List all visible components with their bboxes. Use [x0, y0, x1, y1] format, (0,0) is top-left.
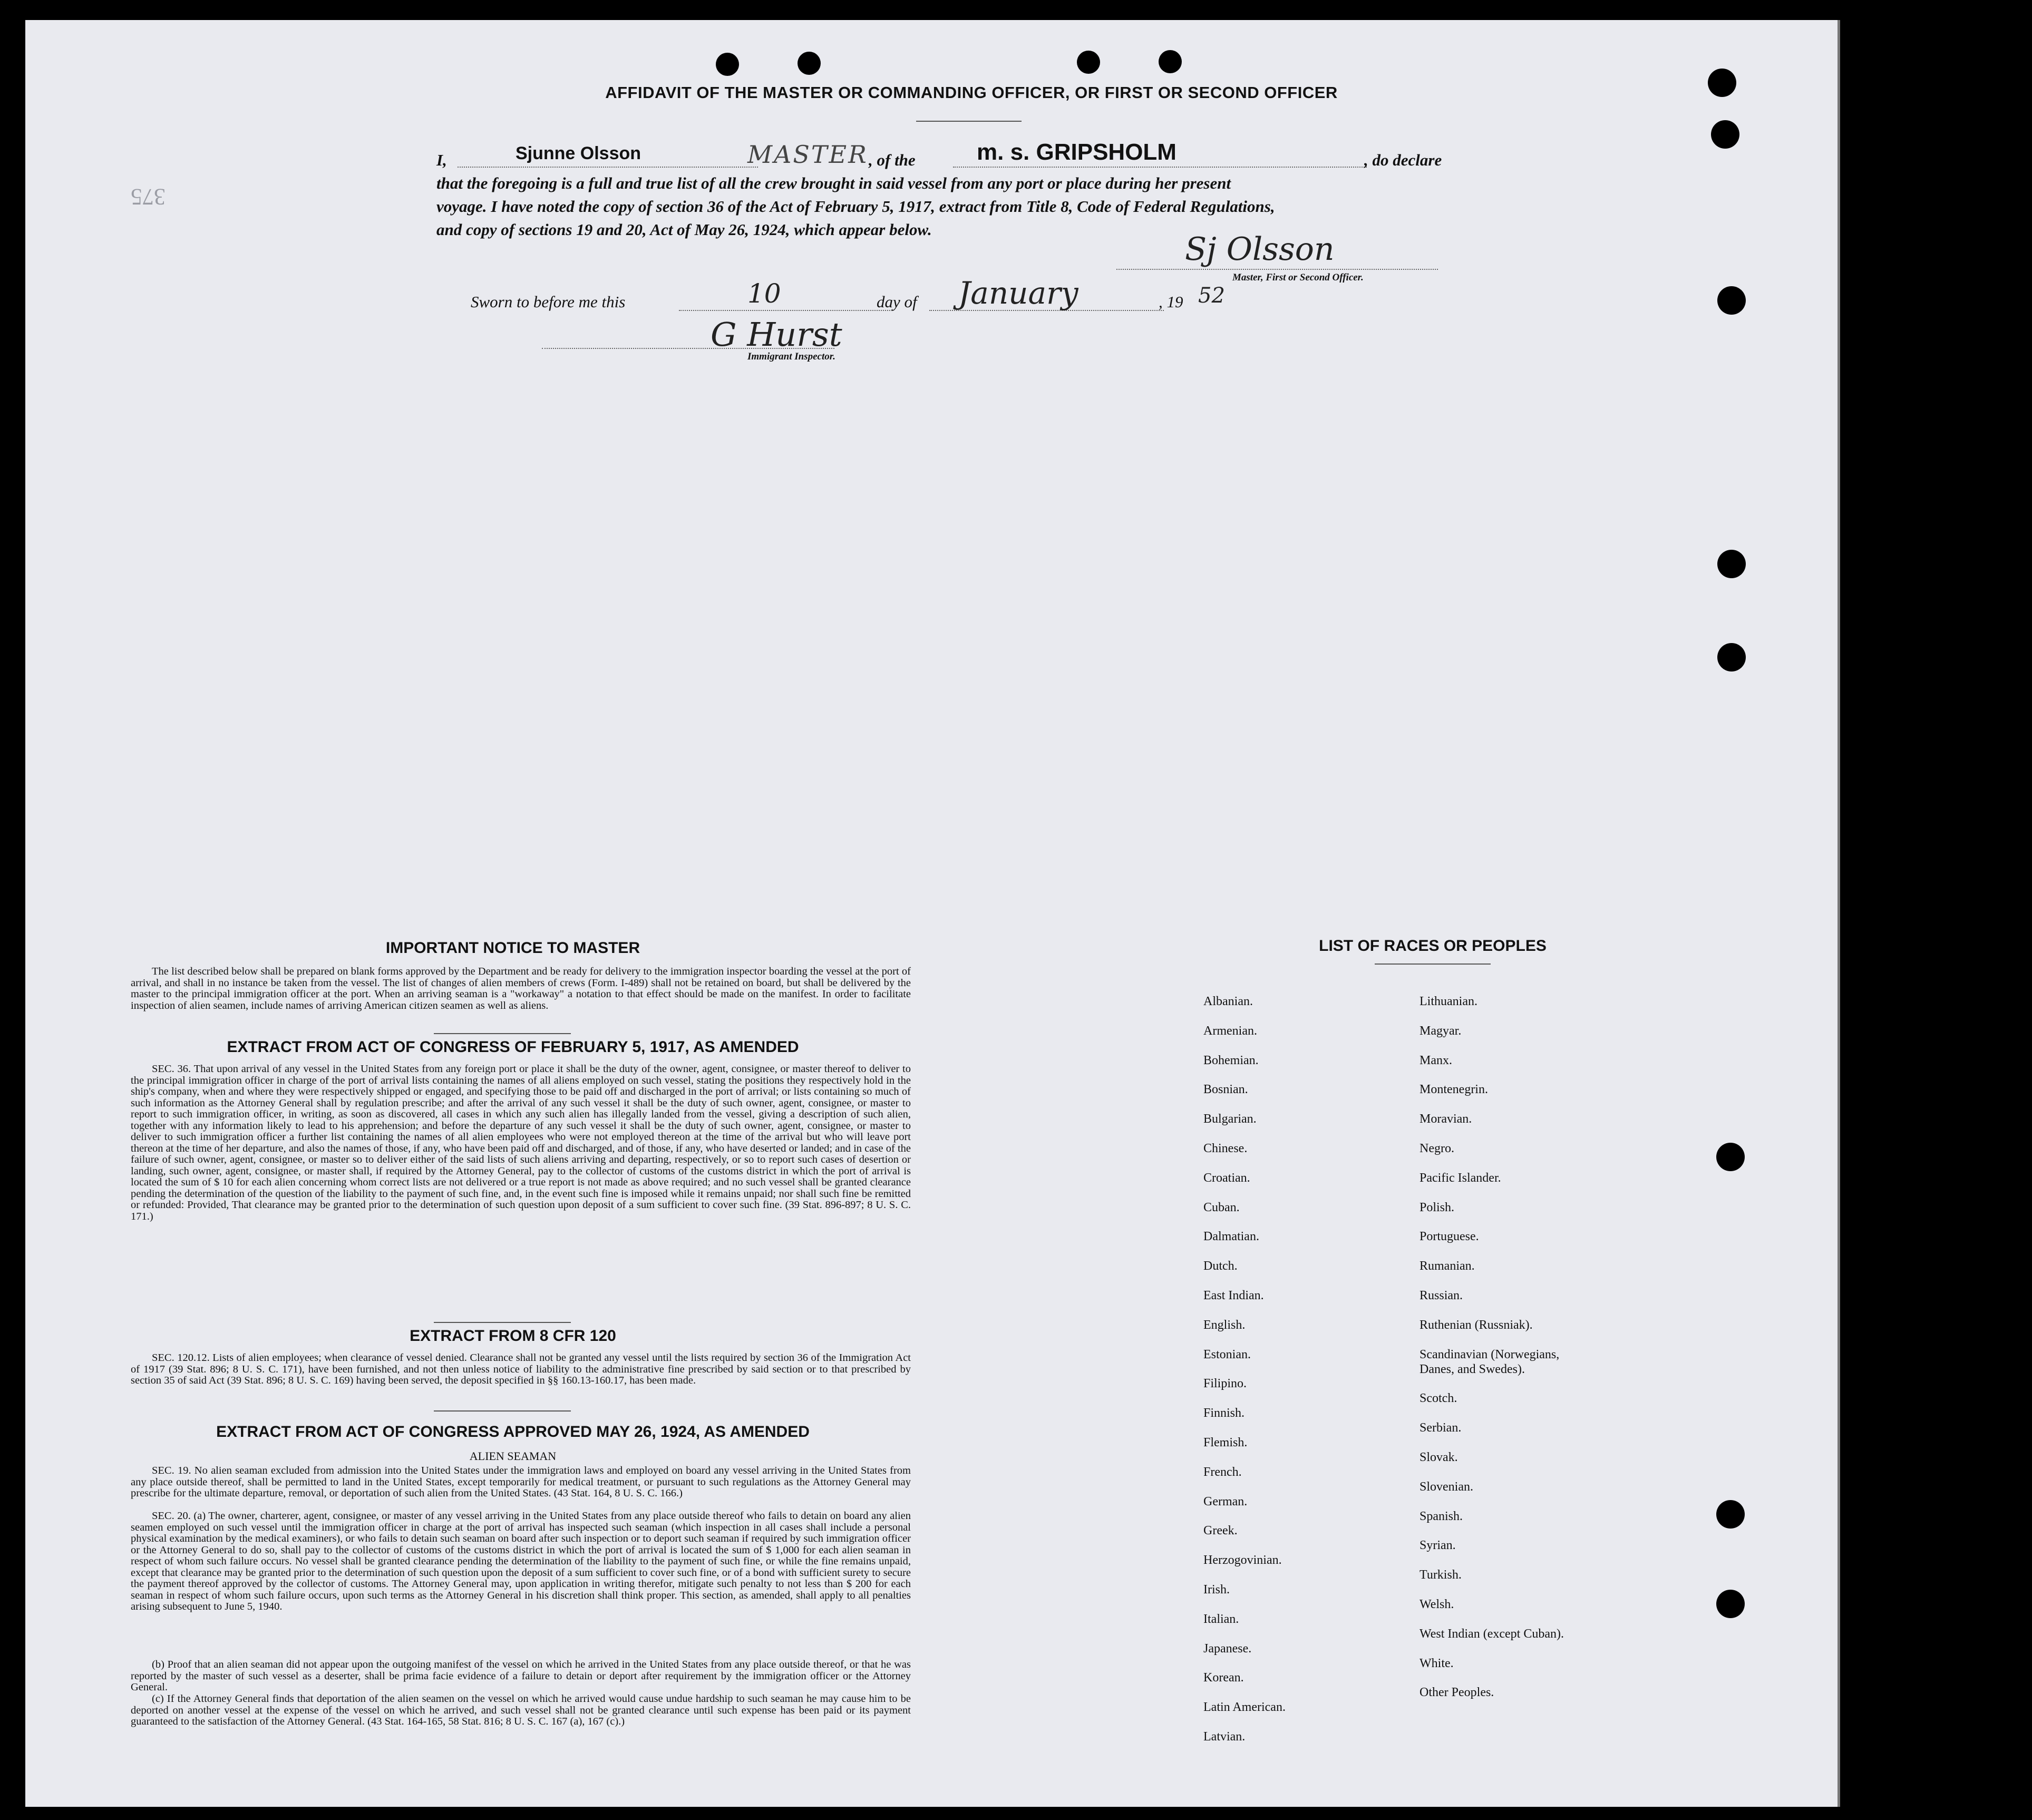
- race-item: French.: [1203, 1465, 1242, 1479]
- race-item: Latin American.: [1203, 1700, 1286, 1715]
- race-item: Herzogovinian.: [1203, 1553, 1282, 1568]
- sworn-day-line: [679, 310, 892, 311]
- race-item: Estonian.: [1203, 1347, 1251, 1361]
- punch-hole: [1708, 69, 1736, 97]
- divider: [1375, 963, 1491, 965]
- race-item: Dutch.: [1203, 1259, 1238, 1273]
- day-of-label: day of: [877, 293, 917, 311]
- master-signature-caption: Master, First or Second Officer.: [1232, 272, 1364, 283]
- race-item: Moravian.: [1420, 1112, 1472, 1126]
- race-item: German.: [1203, 1494, 1248, 1508]
- race-item: Flemish.: [1203, 1436, 1248, 1449]
- notice-text: The list described below shall be prepared on blank forms approved by the Department and be ready for delivery to the immigration inspector boarding the vessel at the port of arrival, and shall in no instance be taken from the vessel. The list of changes of alien members of crews (Form. I-489) shall not be retained on board, but shall be delivered by the master to the principal immigration officer at the port. When an arriving seaman is a "workaway" a notation to that effect should be made on the manifest. In order to facilitate inspection of alien seamen, include names of arriving American citizen seamen as well as aliens.: [131, 966, 911, 1011]
- races-title: LIST OF RACES OR PEOPLES: [1319, 937, 1547, 955]
- race-item: Albanian.: [1203, 995, 1253, 1008]
- race-item: Filipino.: [1203, 1377, 1247, 1391]
- race-item: Chinese.: [1203, 1142, 1248, 1155]
- affidavit-declaration: I,: [436, 151, 447, 169]
- race-item: Other Peoples.: [1420, 1686, 1494, 1700]
- race-item: Slovak.: [1420, 1451, 1458, 1464]
- race-item: Dalmatian.: [1203, 1230, 1259, 1244]
- race-item: West Indian (except Cuban).: [1420, 1627, 1564, 1641]
- master-signature-line: [1116, 269, 1438, 270]
- punch-hole: [1159, 50, 1182, 73]
- extract-cfr-text: SEC. 120.12. Lists of alien employees; when clearance of vessel denied. Clearance shall not be granted any vessel until the lists required by section 36 of the Immigration Act of 1917 (39 Stat. 896; 8 U. S. C. 171), have been furnished, and not then unless notice of liability to the administrative fine prescribed by said section or to that prescribed by section 35 of said Act (39 Stat. 896; 8 U. S. C. 169) having been served, the deposit specified in §§ 160.13-160.17, has been made.: [131, 1352, 911, 1386]
- officer-title: MASTER: [747, 140, 868, 169]
- race-item: Latvian.: [1203, 1730, 1246, 1744]
- divider: [916, 121, 1022, 122]
- notice-title: IMPORTANT NOTICE TO MASTER: [385, 939, 640, 957]
- punch-hole: [1716, 1590, 1745, 1618]
- affidavit-title: AFFIDAVIT OF THE MASTER OR COMMANDING OFFICER, OR FIRST OR SECOND OFFICER: [605, 83, 1338, 102]
- race-item: Montenegrin.: [1420, 1083, 1488, 1097]
- sec-20c-text: (c) If the Attorney General finds that deportation of the alien seamen on the vessel on which he arrived would cause undue hardship to such seaman he may cause him to be deported on another vessel at the expense of the vessel on which he arrived, and such vessel shall not be granted clearance until such expense has been paid or its payment guaranteed to the satisfaction of the Attorney General. (43 Stat. 164-165, 58 Stat. 816; 8 U. S. C. 167 (a), 167 (c).): [131, 1693, 911, 1727]
- race-item: Irish.: [1203, 1583, 1230, 1597]
- divider: [434, 1033, 571, 1034]
- year-label: , 19: [1159, 293, 1183, 311]
- sec-20a-text: SEC. 20. (a) The owner, charterer, agent, consignee, or master of any vessel arriving in the United States from any place outside thereof who fails to detain on board any alien seamen employed on such vessel until the immigration officer in charge at the port of arrival has inspected such seaman (which inspection in all cases shall include a personal physical examination by the medical examiners), or who fails to detain such seaman on board after such inspection or to deport such seaman if required by such immigration officer or the Attorney General to do so, shall pay to the collector of customs of the customs district in which the port of arrival is located the sum of $ 1,000 for each alien seaman in respect of whom such failure occurs. No vessel shall be granted clearance pending the determination of the liability to the payment of such fine, or while the fine remains unpaid, except that clearance may be granted prior to the determination of such question upon the deposit of a sum sufficient to cover such fine, or of a bond with sufficient surety to secure the payment thereof approved by the collector of customs. The Attorney General may, upon application in writing therefor, mitigate such penalty to not less than $ 200 for each seaman in respect of whom such failure occurs, upon such terms as the Attorney General in his discretion shall think proper. This section, as amended, shall apply to all penalties arising subsequent to June 5, 1940.: [131, 1510, 911, 1612]
- race-item: Finnish.: [1203, 1406, 1245, 1420]
- master-signature: Sj Olsson: [1185, 231, 1335, 268]
- race-item: Negro.: [1420, 1142, 1454, 1155]
- race-item: English.: [1203, 1318, 1246, 1332]
- sec-19-text: SEC. 19. No alien seaman excluded from admission into the United States under the immigration laws and employed on board any vessel arriving in the United States from any place outside thereof, shall be permitted to land in the United States, except temporarily for medical treatment, or pursuant to such regulations as the Attorney General may prescribe for the ultimate departure, removal, or deportation of such alien from the United States. (43 Stat. 164, 8 U. S. C. 166.): [131, 1465, 911, 1499]
- extract-1924-subtitle: ALIEN SEAMAN: [469, 1449, 557, 1463]
- punch-hole: [1716, 1500, 1745, 1529]
- do-declare-label: , do declare: [1364, 151, 1442, 169]
- officer-name-line: [458, 167, 758, 168]
- race-item: Scandinavian (Norwegians, Danes, and Swedes).: [1420, 1347, 1560, 1376]
- race-item: Bosnian.: [1203, 1083, 1248, 1097]
- officer-name: Sjunne Olsson: [516, 143, 641, 163]
- race-item: Rumanian.: [1420, 1259, 1475, 1273]
- extract-cfr-title: EXTRACT FROM 8 CFR 120: [410, 1327, 616, 1345]
- race-item: White.: [1420, 1656, 1454, 1670]
- sworn-year: 52: [1198, 284, 1225, 308]
- vessel-line: [953, 167, 1367, 168]
- inspector-signature: G Hurst: [711, 315, 842, 354]
- race-item: Ruthenian (Russniak).: [1420, 1318, 1533, 1332]
- race-item: Turkish.: [1420, 1568, 1462, 1582]
- sec-20b-text: (b) Proof that an alien seaman did not appear upon the outgoing manifest of the vessel on which he arrived in the United States from any place outside thereof, or that he was reported by the master of such vessel as a deserter, shall be prima facie evidence of a failure to detain or deport after requirement by the immigration officer or the Attorney General.: [131, 1659, 911, 1693]
- punch-hole: [1717, 286, 1746, 315]
- of-the-label: , of the: [869, 151, 916, 169]
- race-item: Welsh.: [1420, 1598, 1454, 1611]
- race-item: Greek.: [1203, 1524, 1238, 1538]
- race-item: Russian.: [1420, 1289, 1463, 1302]
- inspector-caption: Immigrant Inspector.: [747, 351, 835, 362]
- race-item: Manx.: [1420, 1053, 1452, 1067]
- race-item: Scotch.: [1420, 1391, 1457, 1406]
- margin-number: 375: [131, 184, 166, 210]
- punch-hole: [1717, 550, 1746, 578]
- race-item: East Indian.: [1203, 1289, 1264, 1302]
- race-item: Serbian.: [1420, 1421, 1462, 1435]
- statement-line-1: that the foregoing is a full and true list of all the crew brought in said vessel from any port or place during her present: [436, 174, 1231, 192]
- extract-1917-text: SEC. 36. That upon arrival of any vessel in the United States from any foreign port or place it shall be the duty of the owner, agent, consignee, or master thereof to deliver to the principal immigration officer in charge of the port of arrival lists containing the names of all aliens employed on such vessel, stating the positions they respectively hold in the ship's company, when and where they were respectively shipped or engaged, and specifying those to be paid off and discharged in the port of arrival; or lists containing so much of such information as the Attorney General shall by regulation prescribe; and after the arrival of any such vessel it shall be the duty of such owner, agent, consignee, or master to report to such immigration officer, in writing, as soon as discovered, all cases in which any such alien has illegally landed from the vessel, giving a description of such alien, together with any information likely to lead to his apprehension; and before the departure of any such vessel it shall be the duty of such owner, agent, consignee, or master to deliver to such immigration officer a further list containing the names of all alien employees who were not employed thereon at the time of the arrival but who will leave port thereon at the time of her departure, and also the names of those, if any, who have been paid off and discharged, and of those, if any, who have deserted or landed; and in case of the failure of such owner, agent, consignee, or master so to deliver either of the said lists of such aliens arriving and departing, respectively, or so to report such cases of desertion or landing, such owner, agent, consignee, or master shall, if required by the Attorney General, pay to the collector of customs of the customs district in which the port of arrival is located the sum of $ 10 for each alien concerning whom correct lists are not delivered or a true report is not made as above required; and no such vessel shall be granted clearance pending the determination of the question of the liability to the payment of such fine, and, in the event such fine is imposed while it remains unpaid; nor shall such fine be remitted or refunded: Provided, That clearance may be granted prior to the determination of such question upon deposit of a sum sufficient to cover such fine. (39 Stat. 896-897; 8 U. S. C. 171.): [131, 1063, 911, 1222]
- document-page: [25, 20, 1840, 1807]
- race-item: Armenian.: [1203, 1024, 1257, 1038]
- race-item: Polish.: [1420, 1200, 1455, 1214]
- race-item: Bohemian.: [1203, 1053, 1259, 1067]
- race-item: Italian.: [1203, 1612, 1239, 1626]
- punch-hole: [716, 53, 739, 76]
- race-item: Magyar.: [1420, 1024, 1462, 1038]
- race-item: Bulgarian.: [1203, 1112, 1257, 1126]
- punch-hole: [1711, 120, 1739, 149]
- sworn-month: January: [958, 275, 1078, 311]
- punch-hole: [1717, 643, 1746, 671]
- race-item: Syrian.: [1420, 1539, 1456, 1553]
- sworn-label: Sworn to before me this: [471, 293, 626, 311]
- race-item: Pacific Islander.: [1420, 1171, 1501, 1185]
- race-item: Cuban.: [1203, 1200, 1240, 1214]
- extract-1924-title: EXTRACT FROM ACT OF CONGRESS APPROVED MAY 26, 1924, AS AMENDED: [216, 1423, 810, 1441]
- divider: [434, 1322, 571, 1323]
- race-item: Japanese.: [1203, 1641, 1252, 1656]
- statement-line-3: and copy of sections 19 and 20, Act of May 26, 1924, which appear below.: [436, 220, 932, 239]
- vessel-name: m. s. GRIPSHOLM: [977, 139, 1177, 165]
- statement-line-2: voyage. I have noted the copy of section 36 of the Act of February 5, 1917, extract from Title 8, Code of Federal Regulations,: [436, 197, 1275, 216]
- race-item: Spanish.: [1420, 1509, 1463, 1523]
- punch-hole: [1077, 51, 1100, 74]
- race-item: Portuguese.: [1420, 1230, 1479, 1244]
- race-item: Korean.: [1203, 1671, 1244, 1685]
- punch-hole: [798, 52, 821, 75]
- punch-hole: [1716, 1143, 1745, 1171]
- divider: [434, 1410, 571, 1412]
- race-item: Lithuanian.: [1420, 995, 1477, 1008]
- extract-1917-title: EXTRACT FROM ACT OF CONGRESS OF FEBRUARY 5, 1917, AS AMENDED: [227, 1038, 799, 1056]
- sworn-day: 10: [747, 278, 781, 309]
- race-item: Croatian.: [1203, 1171, 1250, 1185]
- race-item: Slovenian.: [1420, 1480, 1473, 1494]
